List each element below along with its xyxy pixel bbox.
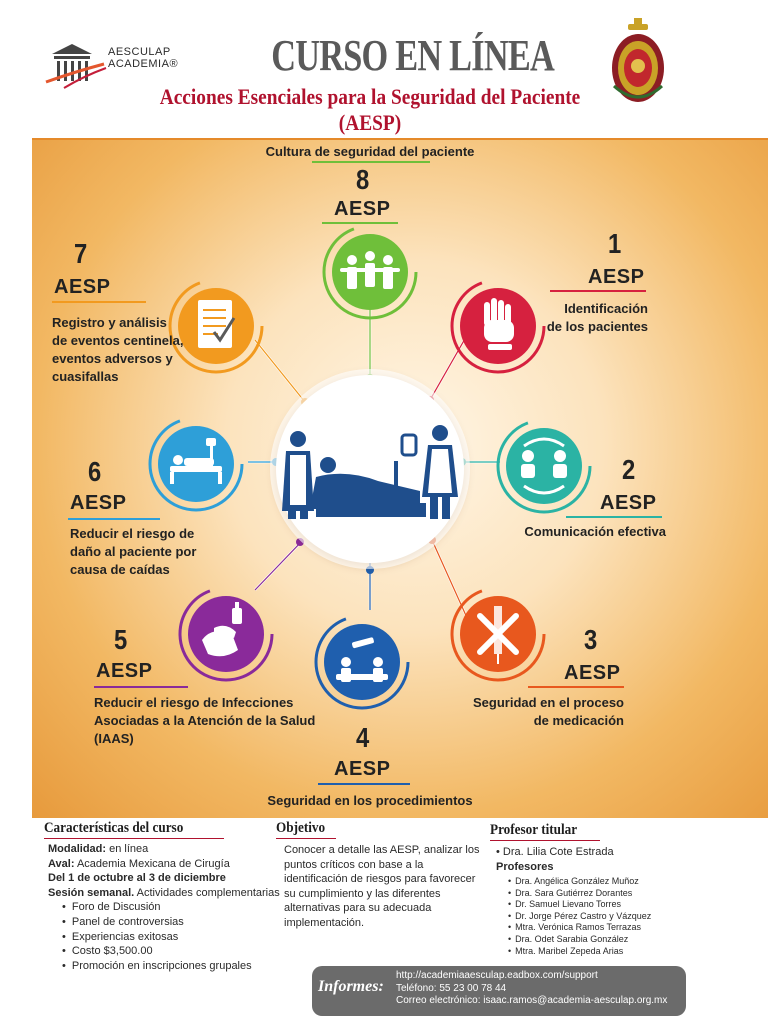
list-item: • Costo $3,500.00 xyxy=(62,944,298,959)
aesp-6-label xyxy=(70,525,230,579)
aesp-2-tag: AESP xyxy=(600,492,657,514)
list-item: • Dra. Odet Sarabia González xyxy=(508,934,651,946)
course-section-title: Características del curso xyxy=(44,820,184,836)
brand-line-2: ACADEMIA® xyxy=(108,58,179,70)
faculty-title-underline xyxy=(490,840,600,841)
aesp-4-tag-underline xyxy=(318,783,410,785)
session-row xyxy=(48,886,298,901)
aesp-8-tag-underline xyxy=(322,222,398,224)
aesp-3-label-line-1: Seguridad en el proceso xyxy=(473,695,624,710)
objective-section-title: Objetivo xyxy=(276,820,326,836)
aesp-5-label-line-1: Reducir el riesgo de Infecciones xyxy=(94,695,294,710)
aval-label: Aval: xyxy=(48,857,75,870)
aesp-3-circle xyxy=(448,584,548,684)
aesp-6-label-line-2: daño al paciente por xyxy=(70,544,197,559)
aesp-4-tag: AESP xyxy=(334,758,391,780)
aesp-4-label: Seguridad en los procedimientos xyxy=(267,793,473,808)
list-item: • Dr. Jorge Pérez Castro y Vázquez xyxy=(508,911,651,923)
support-url-link[interactable]: http://academiaaesculap.eadbox.com/support xyxy=(396,970,598,981)
objective-text xyxy=(284,843,484,931)
aesp-3-label-line-2: de medicación xyxy=(533,713,624,728)
aesp-1-tag: AESP xyxy=(588,266,645,288)
aesp-6-circle xyxy=(146,414,246,514)
aesp-3-number: 3 xyxy=(584,624,598,655)
aesp-1-tag-underline xyxy=(550,290,646,292)
aesp-6-label-line-1: Reducir el riesgo de xyxy=(70,526,195,541)
aesp-7-label xyxy=(52,314,222,386)
aesp-7-label-line-2: de eventos centinela, xyxy=(52,333,184,348)
faculty-section-title: Profesor titular xyxy=(490,822,578,838)
patient-bed-care-icon xyxy=(276,375,464,563)
aesp-5-label-line-2: Asociadas a la Atención de la Salud xyxy=(94,713,316,728)
aesp-2-label: Comunicación efectiva xyxy=(524,524,666,539)
list-item: • Mtra. Maribel Zepeda Arias xyxy=(508,946,651,958)
list-item: • Dr. Samuel Lievano Torres xyxy=(508,899,651,911)
course-details xyxy=(48,842,298,973)
page-title: CURSO EN LÍNEA xyxy=(271,31,554,80)
modalidad-row xyxy=(48,842,298,857)
aesp-7-tag: AESP xyxy=(54,276,111,298)
aesp-1-label-line-1: Identificación xyxy=(564,301,648,316)
page-acronym: (AESP) xyxy=(338,110,402,135)
aesp-5-circle xyxy=(176,584,276,684)
page-subtitle: Acciones Esenciales para la Seguridad del Paciente xyxy=(159,84,581,109)
objective-line: alternativas para su adecuada xyxy=(284,902,432,915)
aesp-8-number: 8 xyxy=(356,164,370,195)
professors-subtitle: Profesores xyxy=(496,861,554,873)
aesp-5-number: 5 xyxy=(114,624,128,655)
center-hospital-illustration xyxy=(276,375,464,563)
list-item: • Promoción en inscripciones grupales xyxy=(62,959,298,974)
contact-info-lines xyxy=(396,970,667,1008)
aesp-8-label-underline xyxy=(312,161,430,163)
aesp-6-number: 6 xyxy=(88,456,102,487)
aesp-8-tag: AESP xyxy=(334,198,391,220)
objective-line: implementación. xyxy=(284,916,365,929)
aesp-7-label-line-3: eventos adversos y xyxy=(52,351,173,366)
dates-row xyxy=(48,871,298,886)
aval-row xyxy=(48,857,298,872)
objective-line: su cumplimiento y las diferentes xyxy=(284,887,441,900)
contact-info-label: Informes: xyxy=(318,978,384,995)
aesp-4-number: 4 xyxy=(356,722,370,753)
course-title-underline xyxy=(44,838,224,839)
brand-line-1: AESCULAP xyxy=(108,46,171,58)
aesp-1-number: 1 xyxy=(608,228,622,259)
communication-cycle-icon xyxy=(494,416,594,516)
aesp-2-number: 2 xyxy=(622,454,636,485)
aesp-5-label xyxy=(94,694,344,748)
head-professor: • Dra. Lilia Cote Estrada xyxy=(496,846,614,858)
aesp-7-label-line-4: cuasifallas xyxy=(52,369,119,384)
objective-line: Conocer a detalle las AESP, analizar los xyxy=(284,844,480,856)
modalidad-label: Modalidad: xyxy=(48,843,107,855)
course-activities-list xyxy=(62,900,298,973)
phone-number: Teléfono: 55 23 00 78 44 xyxy=(396,982,507,994)
professors-list xyxy=(508,876,651,957)
aesp-2-tag-underline xyxy=(566,516,662,518)
aesp-3-tag-underline xyxy=(528,686,624,688)
objective-title-underline xyxy=(276,838,336,839)
aesp-1-label-line-2: de los pacientes xyxy=(546,319,648,334)
list-item: • Mtra. Verónica Ramos Terrazas xyxy=(508,922,651,934)
aesp-5-tag-underline xyxy=(94,686,188,688)
aesp-6-label-line-3: causa de caídas xyxy=(70,562,170,577)
objective-line: identificación de riesgos para favorecer xyxy=(284,873,476,886)
course-dates: Del 1 de octubre al 3 de diciembre xyxy=(48,872,226,885)
aesp-5-tag: AESP xyxy=(96,660,153,682)
hand-washing-icon xyxy=(176,584,276,684)
aesp-1-label xyxy=(530,300,648,336)
list-item: • Panel de controversias xyxy=(62,915,298,930)
aesp-3-label xyxy=(460,694,624,730)
aesp-6-tag-underline xyxy=(68,518,160,520)
group-of-people-icon xyxy=(320,222,420,322)
aesp-2-circle xyxy=(494,416,594,516)
aesp-8-label: Cultura de seguridad del paciente xyxy=(265,144,475,159)
aesp-3-tag: AESP xyxy=(564,662,621,684)
objective-line: puntos críticos con base a la xyxy=(284,858,424,871)
aesp-6-tag: AESP xyxy=(70,492,127,514)
aesp-7-number: 7 xyxy=(74,238,88,269)
contact-email[interactable]: Correo electrónico: isaac.ramos@academia-aesculap.org.mx xyxy=(396,995,668,1006)
aesp-7-label-line-1: Registro y análisis xyxy=(52,315,167,330)
hospital-bed-fall-icon xyxy=(146,414,246,514)
session-label: Sesión semanal. xyxy=(48,886,135,899)
list-item: • Dra. Sara Gutiérrez Dorantes xyxy=(508,888,651,900)
aesp-5-label-line-3: (IAAS) xyxy=(94,731,134,746)
session-value: Actividades complementarias xyxy=(134,886,280,899)
list-item: • Experiencias exitosas xyxy=(62,930,298,945)
crossed-syringe-icon xyxy=(448,584,548,684)
list-item: • Foro de Discusión xyxy=(62,900,298,915)
aesp-8-circle xyxy=(320,222,420,322)
modalidad-value: en línea xyxy=(106,843,149,855)
aesp-7-tag-underline xyxy=(52,301,146,303)
list-item: • Dra. Angélica González Muñoz xyxy=(508,876,651,888)
aval-value: Academia Mexicana de Cirugía xyxy=(74,857,230,870)
